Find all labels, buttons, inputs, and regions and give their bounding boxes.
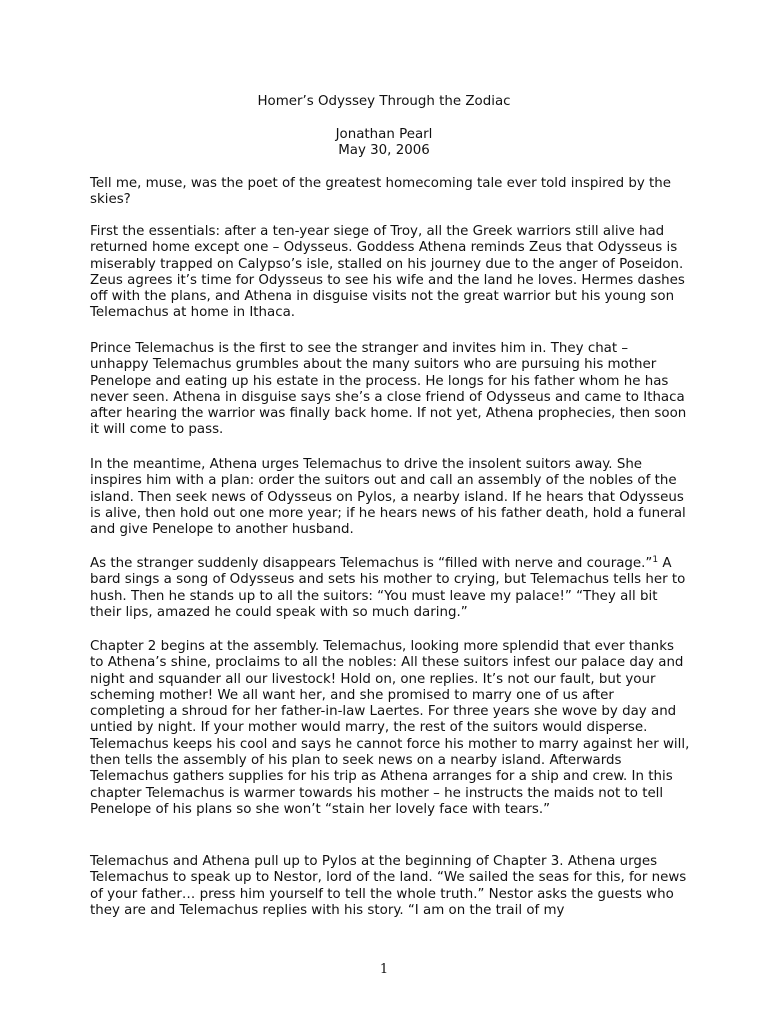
page-number: 1: [379, 962, 389, 977]
paragraph-stranger-disappears: [90, 556, 690, 621]
paragraph-chapter-2-assembly: Chapter 2 begins at the assembly. Telemachus, looking more splendid that ever thanks to Athena’s shine, proclaims to all the nobles: All these suitors infest our palace day and night and squander all our livestock! Hold on, one replies. It’s not our fault, but your scheming mother! We all want her, and she promised to marry one of us after completing a shroud for her father-in-law Laertes. For three years she wove by day and untied by night. If your mother would marry, the rest of the suitors would disperse. Telemachus keeps his cool and says he cannot force his mother to marry against her will, then tells the assembly of his plan to seek news on a nearby island. Afterwards Telemachus gathers supplies for his trip as Athena arranges for a ship and crew. In this chapter Telemachus is warmer towards his mother – he instructs the maids not to tell Penelope of his plans so she won’t “stain her lovely face with tears.”: [90, 639, 690, 817]
paragraph-chapter-3-pylos: Telemachus and Athena pull up to Pylos at the beginning of Chapter 3. Athena urges Telemachus to speak up to Nestor, lord of the land. “We sailed the seas for this, for news of your father… press him yourself to tell the whole truth.” Nestor asks the guests who they are and Telemachus replies with his story. “I am on the trail of my: [90, 854, 687, 918]
author-name: Jonathan Pearl: [335, 127, 433, 142]
paragraph-essentials: First the essentials: after a ten-year siege of Troy, all the Greek warriors still alive had returned home except one – Odysseus. Goddess Athena reminds Zeus that Odysseus is miserably trapped on Calypso’s isle, stalled on his journey due to the anger of Poseidon. Zeus agrees it’s time for Odysseus to see his wife and the land he loves. Hermes dashes off with the plans, and Athena in disguise visits not the great warrior but his young son Telemachus at home in Ithaca.: [90, 224, 685, 321]
document-date: May 30, 2006: [338, 143, 430, 158]
paragraph-invocation: Tell me, muse, was the poet of the greatest homecoming tale ever told inspired by the skies?: [90, 176, 672, 208]
paragraph-text-before-footnote: As the stranger suddenly disappears Telemachus is “filled with nerve and courage.”: [90, 556, 653, 571]
footnote-marker[interactable]: 1: [652, 555, 659, 565]
document-title: Homer’s Odyssey Through the Zodiac: [257, 94, 511, 109]
paragraph-text-after-footnote: A bard sings a song of Odysseus and sets his mother to crying, but Telemachus tells her to hush. Then he stands up to all the suitors: “You must leave my palace!” “They all bit their lips, amazed he could speak with so much daring.”: [90, 556, 686, 620]
paragraph-athena-plan: In the meantime, Athena urges Telemachus to drive the insolent suitors away. She inspires him with a plan: order the suitors out and call an assembly of the nobles of the island. Then seek news of Odysseus on Pylos, a nearby island. If he hears that Odysseus is alive, then hold out one more year; if he hears news of his father death, hold a funeral and give Penelope to another husband.: [90, 457, 686, 538]
paragraph-telemachus-meets-stranger: Prince Telemachus is the first to see the stranger and invites him in. They chat – unhappy Telemachus grumbles about the many suitors who are pursuing his mother Penelope and eating up his estate in the process. He longs for his father whom he has never seen. Athena in disguise says she’s a close friend of Odysseus and came to Ithaca after hearing the warrior was finally back home. If not yet, Athena prophecies, then soon it will come to pass.: [90, 341, 687, 438]
